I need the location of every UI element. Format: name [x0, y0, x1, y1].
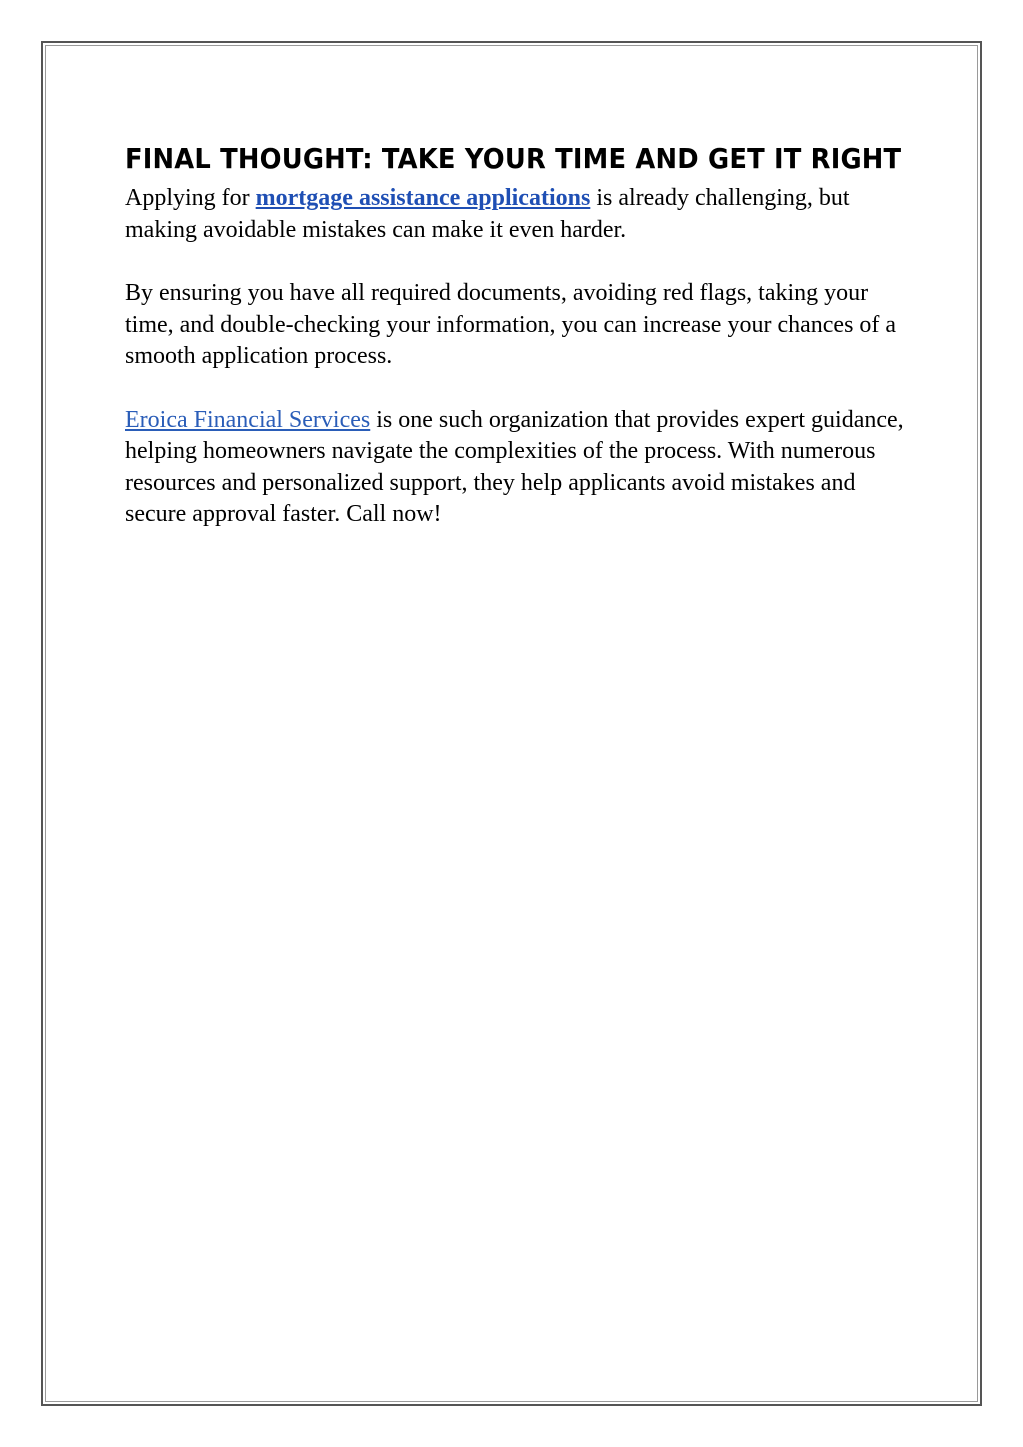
paragraph-intro-text-end: is already challenging, but making avoidable mistakes can make it even harder. — [125, 185, 850, 243]
paragraph-organization — [125, 405, 905, 531]
paragraph-organization-text: is one such organization that provides expert guidance, helping homeowners navigate the complexities of the process. With numerous resources and personalized support, they help applicants avoid mistakes and secure approval faster. Call now! — [125, 406, 904, 527]
paragraph-intro — [125, 183, 905, 246]
document-content — [125, 135, 905, 563]
paragraph-tips: By ensuring you have all required documents, avoiding red flags, taking your time, and double-checking your information, you can increase your chances of a smooth application process. — [125, 280, 897, 369]
paragraph-intro-text-start: Applying for — [125, 185, 256, 211]
eroica-financial-link[interactable]: Eroica Financial Services — [125, 406, 371, 433]
section-heading: FINAL THOUGHT: TAKE YOUR TIME AND GET IT RIGHT — [125, 142, 902, 175]
document-page — [41, 41, 982, 1406]
mortgage-assistance-link[interactable]: mortgage assistance applications — [255, 185, 591, 211]
